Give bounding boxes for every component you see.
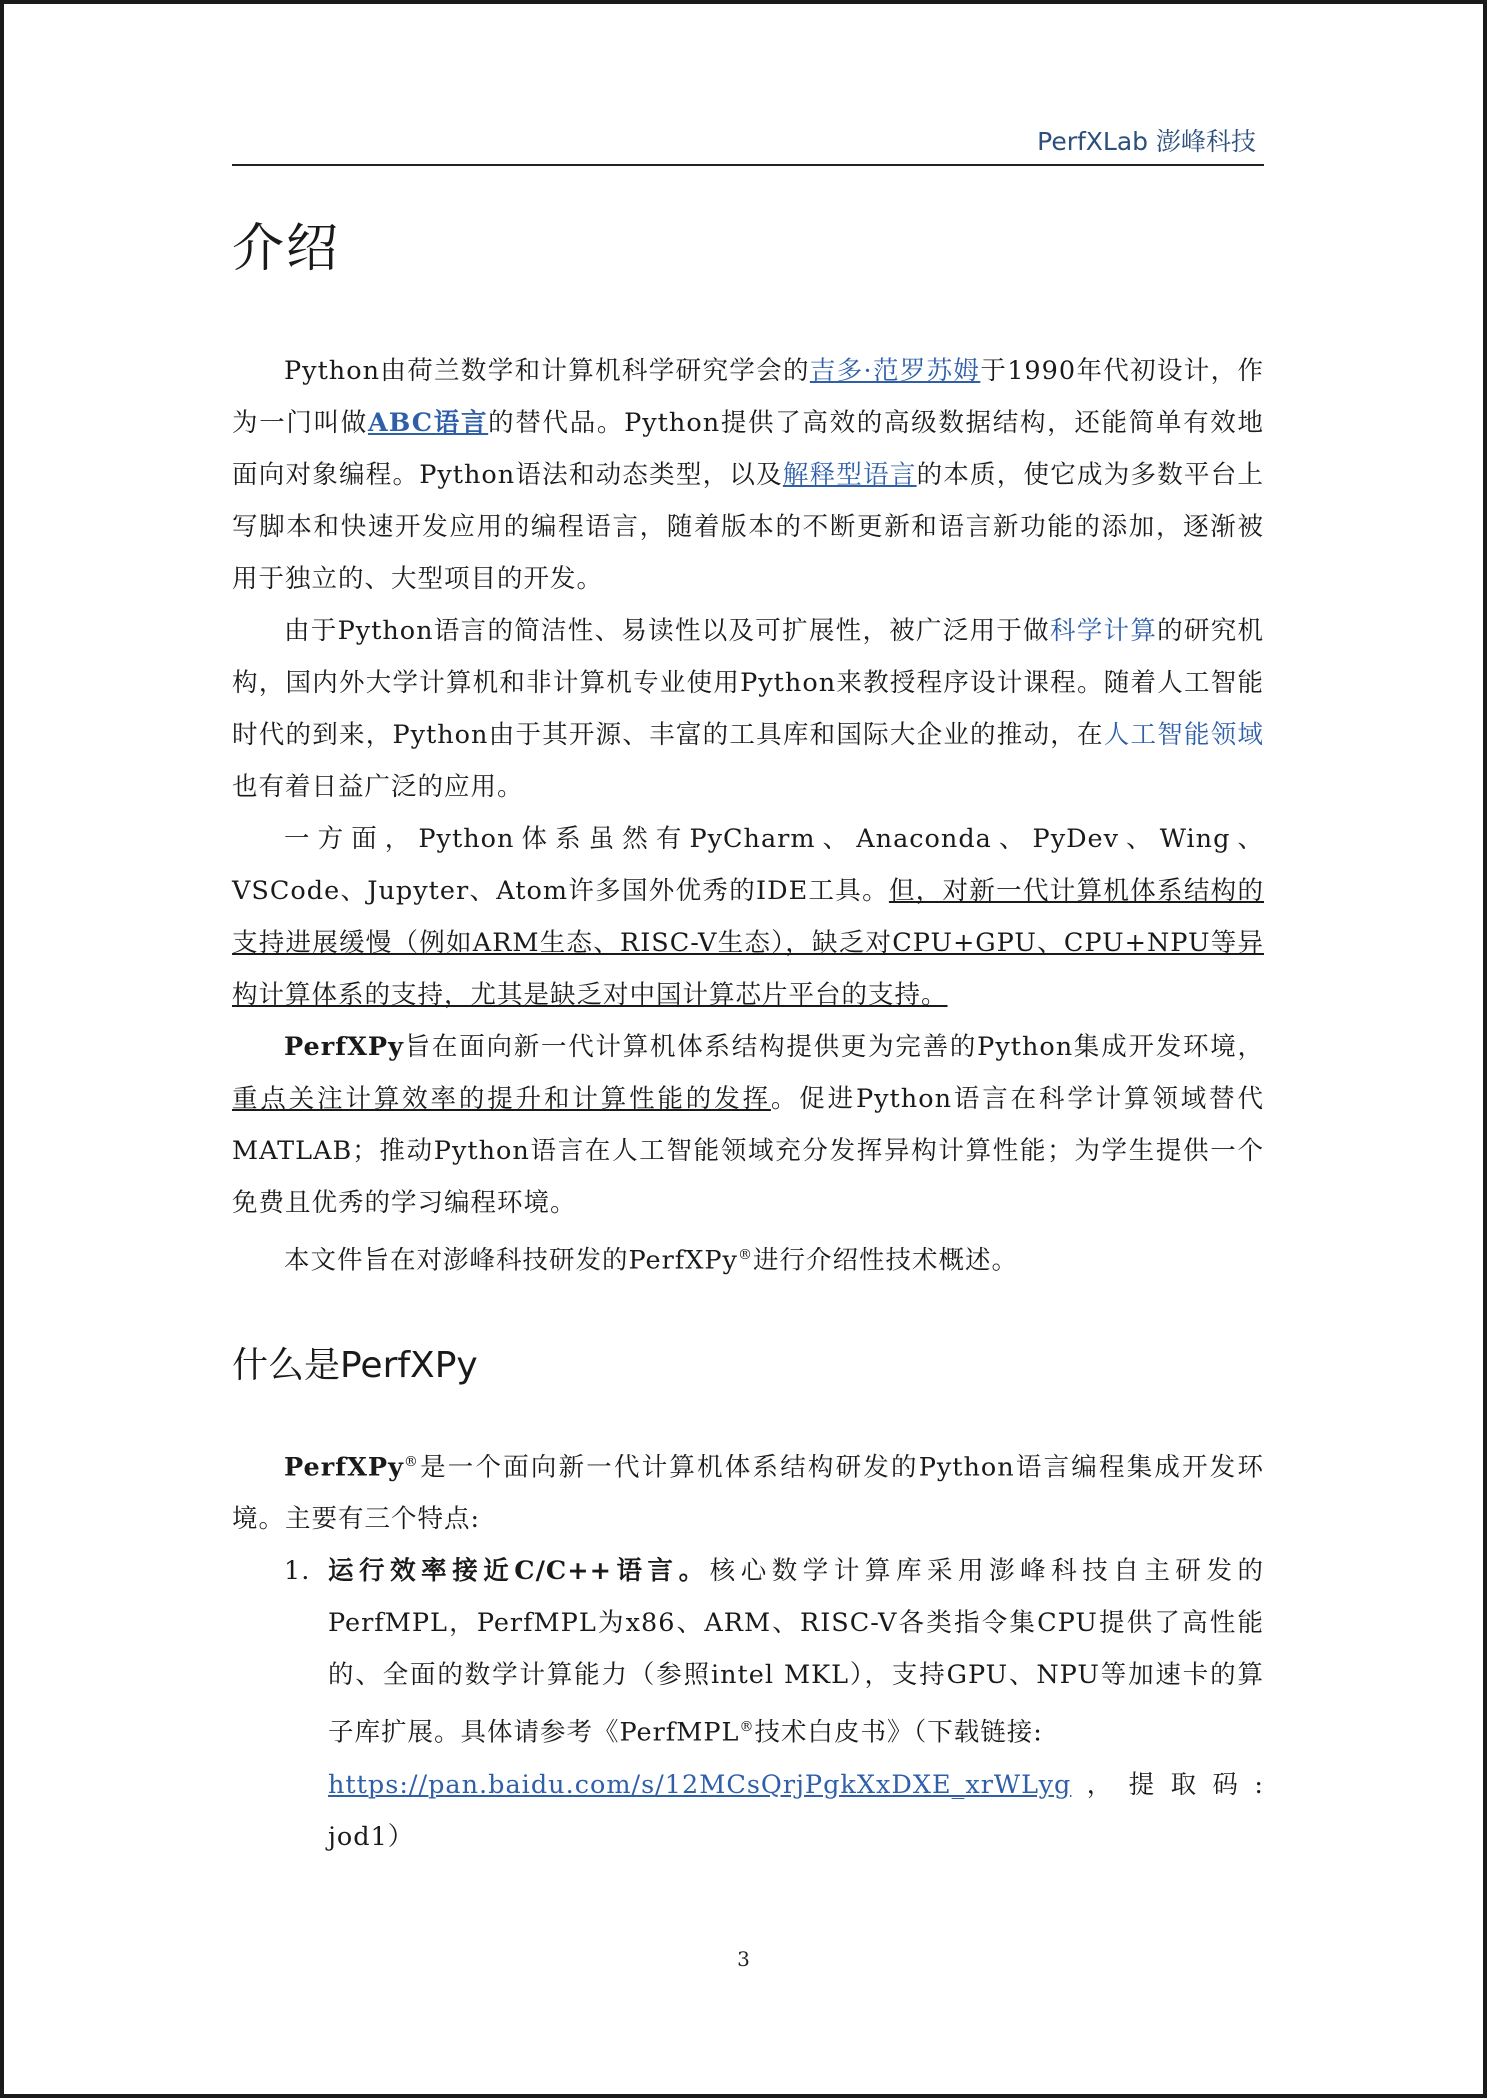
underlined-text: 但，对新一代计算机体系结构的支持进展缓慢（例如ARM生态、RISC-V生态），缺乏对CPU+GPU、CPU+NPU等异构计算体系的支持，尤其是缺乏对中国计算芯片平台的支持。 [232, 876, 1264, 1010]
text-run: 旨在面向新一代计算机体系结构提供更为完善的Python集成开发环境， [403, 1032, 1264, 1062]
link-guido[interactable]: 吉多·范罗苏姆 [809, 356, 981, 386]
text-run: 的本质，使它成为多数平台上写脚本和快速开发应用的编程语言，随着版本的不断更新和语言新功能的添加，逐渐被用于独立的、大型项目的开发。 [232, 460, 1264, 594]
paragraph-intro-1 [232, 345, 1264, 605]
text-run: 一方面，Python体系虽然有PyCharm、Anaconda、PyDev、Wing、VSCode、Jupyter、Atom许多国外优秀的IDE工具。 [232, 824, 1264, 906]
page-content [232, 194, 1264, 1863]
text-run: Python由荷兰数学和计算机科学研究学会的 [284, 356, 810, 386]
link-scientific-computing[interactable]: 科学计算 [1049, 616, 1158, 646]
text-run: 核心数学计算库采用澎峰科技自主研发的PerfMPL，PerfMPL为x86、ARM、RISC-V各类指令集CPU提供了高性能的、全面的数学计算能力（参照intel MKL），支持GPU、NPU等加速卡的算子库扩展。具体请参考《PerfMPL [328, 1556, 1264, 1748]
text-run: 于1990年代初设计，作为一门叫做 [232, 356, 1264, 438]
registered-mark: ® [739, 1719, 755, 1735]
link-download[interactable]: https://pan.baidu.com/s/12MCsQrjPgkXxDXE_xrWLyg [328, 1769, 1072, 1800]
paragraph-intro-2 [232, 605, 1264, 813]
text-run: 是一个面向新一代计算机体系结构研发的Python语言编程集成开发环境。主要有三个特点: [232, 1452, 1264, 1534]
text-run: 。促进Python语言在科学计算领域替代MATLAB；推动Python语言在人工智能领域充分发挥异构计算性能；为学生提供一个免费且优秀的学习编程环境。 [232, 1084, 1264, 1218]
link-ai-field[interactable]: 人工智能领域 [1103, 720, 1264, 750]
page-number: 3 [737, 1947, 750, 1971]
header-brand: PerfXLab 澎峰科技 [1037, 127, 1256, 156]
text-run: 的替代品。Python提供了高效的高级数据结构，还能简单有效地面向对象编程。Python语法和动态类型，以及 [232, 408, 1264, 490]
text-run: 本文件旨在对澎峰科技研发的PerfXPy [284, 1245, 738, 1276]
underlined-text: 重点关注计算效率的提升和计算性能的发挥 [232, 1084, 771, 1114]
registered-mark: ® [737, 1247, 753, 1263]
registered-mark: ® [403, 1453, 419, 1470]
header-rule [232, 164, 1264, 166]
text-run: 进行介绍性技术概述。 [752, 1245, 1018, 1276]
list-number: 1. [284, 1556, 311, 1586]
paragraph-intro-4 [232, 1021, 1264, 1229]
list-item [232, 1545, 1264, 1863]
list-item-heading: 运行效率接近C/C++语言。 [328, 1556, 710, 1586]
paragraph-what-is-1 [232, 1436, 1264, 1546]
link-abc-language[interactable]: ABC语言 [367, 408, 489, 438]
text-run: ，提取码: jod1） [328, 1769, 1264, 1852]
paragraph-intro-3 [232, 813, 1264, 1021]
text-run: 也有着日益广泛的应用。 [232, 772, 524, 802]
section-title-intro: 介绍 [232, 219, 341, 279]
text-run: 的研究机构，国内外大学计算机和非计算机专业使用Python来教授程序设计课程。随着人工智能时代的到来，Python由于其开源、丰富的工具库和国际大企业的推动，在 [232, 616, 1264, 750]
text-run: 由于Python语言的简洁性、易读性以及可扩展性，被广泛用于做 [284, 616, 1050, 646]
product-name: PerfXPy [284, 1032, 404, 1062]
text-run: 技术白皮书》（下载链接: [754, 1717, 1043, 1748]
section-title-what-is: 什么是PerfXPy [232, 1344, 478, 1386]
document-page [4, 4, 1483, 2094]
product-name: PerfXPy [284, 1452, 404, 1482]
paragraph-intro-5 [232, 1229, 1264, 1287]
link-interpreted-language[interactable]: 解释型语言 [782, 460, 917, 490]
